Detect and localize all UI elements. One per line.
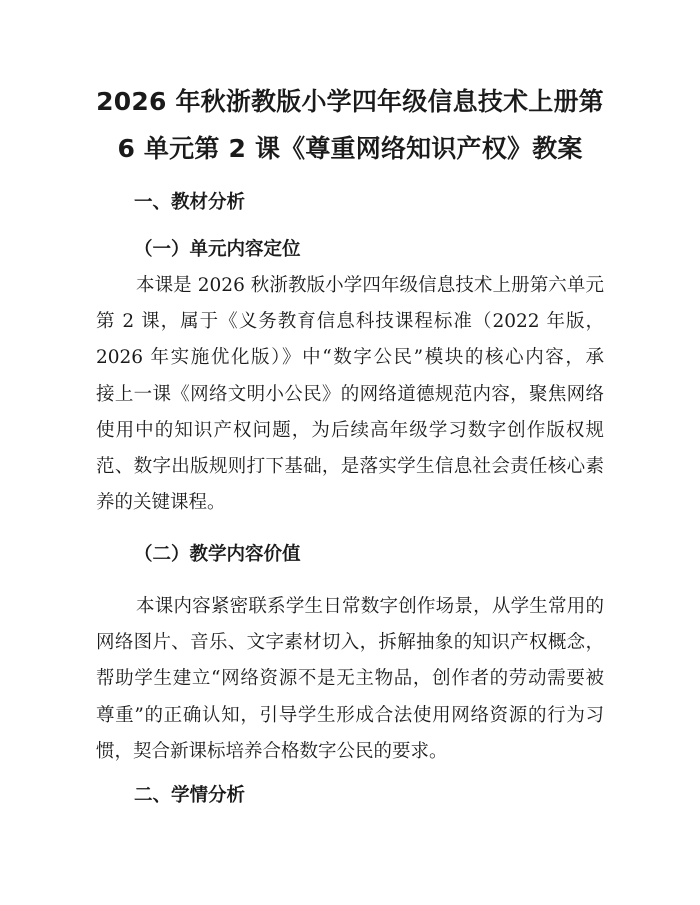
paragraph-line: 2026 年实施优化版）》中“数字公民”模块的核心内容，承 <box>96 347 604 369</box>
paragraph-line: 尊重”的正确认知，引导学生形成合法使用网络资源的行为习 <box>96 704 604 726</box>
subsection-heading-teaching-value: （二）教学内容价值 <box>134 544 301 565</box>
paragraph-line: 范、数字出版规则打下基础，是落实学生信息社会责任核心素 <box>96 455 604 477</box>
subsection-heading-unit-positioning: （一）单元内容定位 <box>134 239 301 260</box>
paragraph-line: 第 2 课，属于《义务教育信息科技课程标准（2022 年版， <box>96 311 604 333</box>
paragraph-line: 网络图片、音乐、文字素材切入，拆解抽象的知识产权概念， <box>96 632 604 654</box>
paragraph-line: 接上一课《网络文明小公民》的网络道德规范内容，聚焦网络 <box>96 383 604 405</box>
section-heading-textbook-analysis: 一、教材分析 <box>134 192 246 213</box>
paragraph-line: 本课内容紧密联系学生日常数字创作场景，从学生常用的 <box>136 596 604 617</box>
paragraph-line: 帮助学生建立“网络资源不是无主物品，创作者的劳动需要被 <box>96 668 604 690</box>
section-heading-learner-analysis: 二、学情分析 <box>134 785 246 806</box>
document-title-line-2: 6 单元第 2 课《尊重网络知识产权》教案 <box>117 134 583 163</box>
paragraph-unit-positioning <box>96 268 604 521</box>
paragraph-line: 本课是 2026 秋浙教版小学四年级信息技术上册第六单元 <box>136 275 604 296</box>
paragraph-line: 养的关键课程。 <box>96 492 226 514</box>
paragraph-line: 惯，契合新课标培养合格数字公民的要求。 <box>96 740 448 762</box>
document-title-line-1: 2026 年秋浙教版小学四年级信息技术上册第 <box>96 87 604 116</box>
paragraph-teaching-value <box>96 589 604 770</box>
paragraph-line: 使用中的知识产权问题，为后续高年级学习数字创作版权规 <box>96 419 604 441</box>
